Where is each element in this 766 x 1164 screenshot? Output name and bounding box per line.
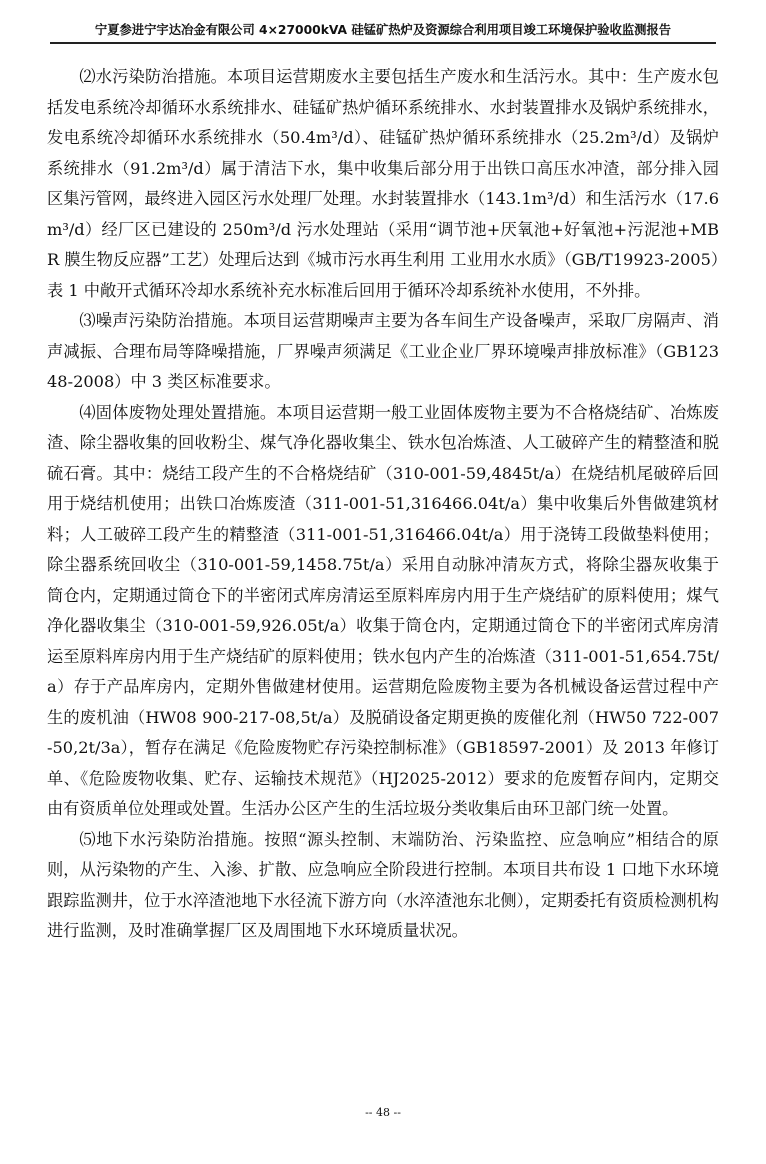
report-body bbox=[47, 62, 719, 947]
paragraph-solid-waste: ⑷固体废物处理处置措施。本项目运营期一般工业固体废物主要为不合格烧结矿、冶炼废渣、除尘器收集的回收粉尘、煤气净化器收集尘、铁水包冶炼渣、人工破碎产生的精整渣和脱硫石膏。其中：烧结工段产生的不合格烧结矿（310-001-59,4845t/a）在烧结机尾破碎后回用于烧结机使用；出铁口冶炼废渣（311-001-51,316466.04t/a）集中收集后外售做建筑材料；人工破碎工段产生的精整渣（311-001-51,316466.04t/a）用于浇铸工段做垫料使用；除尘器系统回收尘（310-001-59,1458.75t/a）采用自动脉冲清灰方式，将除尘器灰收集于筒仓内，定期通过筒仓下的半密闭式库房清运至原料库房内用于生产烧结矿的原料使用；煤气净化器收集尘（310-001-59,926.05t/a）收集于筒仓内，定期通过筒仓下的半密闭式库房清运至原料库房内用于生产烧结矿的原料使用；铁水包内产生的冶炼渣（311-001-51,654.75t/a）存于产品库房内，定期外售做建材使用。运营期危险废物主要为各机械设备运营过程中产生的废机油（HW08 900-217-08,5t/a）及脱硝设备定期更换的废催化剂（HW50 722-007-50,2t/3a），暂存在满足《危险废物贮存污染控制标准》（GB18597-2001）及 2013 年修订单、《危险废物收集、贮存、运输技术规范》（HJ2025-2012）要求的危废暂存间内，定期交由有资质单位处理或处置。生活办公区产生的生活垃圾分类收集后由环卫部门统一处置。 bbox=[47, 402, 719, 818]
paragraph-water-pollution: ⑵水污染防治措施。本项目运营期废水主要包括生产废水和生活污水。其中：生产废水包括发电系统冷却循环水系统排水、硅锰矿热炉循环系统排水、水封装置排水及锅炉系统排水，发电系统冷却循环水系统排水（50.4m³/d）、硅锰矿热炉循环系统排水（25.2m³/d）及锅炉系统排水（91.2m³/d）属于清洁下水，集中收集后部分用于出铁口高压水冲渣，部分排入园区集污管网，最终进入园区污水处理厂处理。水封装置排水（143.1m³/d）和生活污水（17.6m³/d）经厂区已建设的 250m³/d 污水处理站（采用“调节池+厌氧池+好氧池+污泥池+MBR 膜生物反应器”工艺）处理后达到《城市污水再生利用 工业用水水质》（GB/T19923-2005）表 1 中敞开式循环冷却水系统补充水标准后回用于循环冷却系统补水使用，不外排。 bbox=[47, 67, 719, 300]
paragraph-groundwater: ⑸地下水污染防治措施。按照“源头控制、末端防治、污染监控、应急响应”相结合的原则，从污染物的产生、入渗、扩散、应急响应全阶段进行控制。本项目共布设 1 口地下水环境跟踪监测井，位于水淬渣池地下水径流下游方向（水淬渣池东北侧），定期委托有资质检测机构进行监测，及时准确掌握厂区及周围地下水环境质量状况。 bbox=[47, 829, 719, 940]
paragraph-noise-pollution: ⑶噪声污染防治措施。本项目运营期噪声主要为各车间生产设备噪声，采取厂房隔声、消声减振、合理布局等降噪措施，厂界噪声须满足《工业企业厂界环境噪声排放标准》（GB12348-2008）中 3 类区标准要求。 bbox=[47, 311, 719, 391]
report-header: 宁夏参进宁宇达冶金有限公司 4×27000kVA 硅锰矿热炉及资源综合利用项目竣工环境保护验收监测报告 bbox=[50, 22, 716, 44]
page-number: -- 48 -- bbox=[365, 1106, 401, 1119]
